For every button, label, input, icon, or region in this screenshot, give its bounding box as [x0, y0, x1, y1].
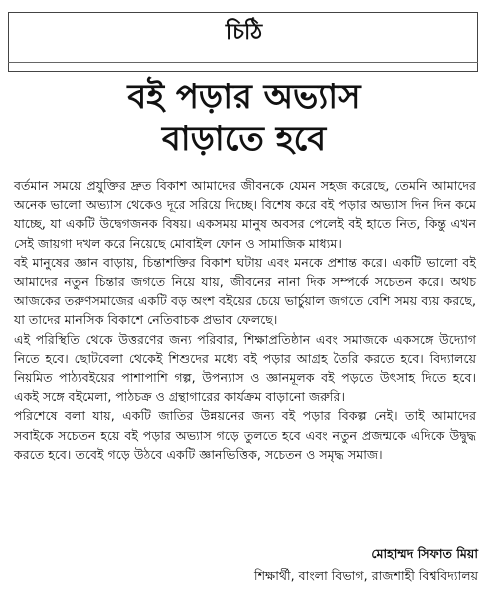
author-signature	[254, 543, 478, 587]
headline-line-2: বাড়াতে হবে	[161, 119, 327, 159]
section-label: চিঠি	[225, 20, 263, 45]
paragraph: বই মানুষের জ্ঞান বাড়ায়, চিন্তাশক্তির বিকাশ ঘটায় এবং মনকে প্রশান্ত করে। একটি ভালো বই আমাদের নতুন চিন্তার জগতে নিয়ে যায়, জীবনের নানা দিক সম্পর্কে সচেতন করে। অথচ আজকের তরুণসমাজের একটি বড় অংশ বইয়ের চেয়ে ভার্চুয়াল জগতে বেশি সময় ব্যয় করছে, যা তাদের মানসিক বিকাশে নেতিবাচক প্রভাব ফেলছে।	[14, 254, 476, 328]
author-name: মোহাম্মদ সিফাত মিয়া	[371, 546, 478, 561]
author-role: শিক্ষার্থী, বাংলা বিভাগ, রাজশাহী বিশ্ববিদ্যালয়	[253, 568, 478, 583]
paragraph: বর্তমান সময়ে প্রযুক্তির দ্রুত বিকাশ আমাদের জীবনকে যেমন সহজ করেছে, তেমনি আমাদের অনেক ভালো অভ্যাস থেকেও দূরে সরিয়ে দিচ্ছে। বিশেষ করে বই পড়ার অভ্যাস দিন দিন কমে যাচ্ছে, যা একটি উদ্বেগজনক বিষয়। একসময় মানুষ অবসর পেলেই বই হাতে নিত, কিন্তু এখন সেই জায়গা দখল করে নিয়েছে মোবাইল ফোন ও সামাজিক মাধ্যম।	[14, 178, 476, 251]
paragraph: পরিশেষে বলা যায়, একটি জাতির উন্নয়নের জন্য বই পড়ার বিকল্প নেই। তাই আমাদের সবাইকে সচেতন হয়ে বই পড়ার অভ্যাস গড়ে তুলতে হবে এবং নতুন প্রজন্মকে এদিকে উদ্বুদ্ধ করতে হবে। তবেই গড়ে উঠবে একটি জ্ঞানভিত্তিক, সচেতন ও সমৃদ্ধ সমাজ।	[14, 408, 476, 462]
article-headline	[0, 76, 488, 160]
article-body	[14, 176, 476, 464]
section-divider	[8, 62, 478, 63]
paragraph: এই পরিস্থিতি থেকে উত্তরণের জন্য পরিবার, শিক্ষাপ্রতিষ্ঠান এবং সমাজকে একসঙ্গে উদ্যোগ নিতে হবে। ছোটবেলা থেকেই শিশুদের মধ্যে বই পড়ার আগ্রহ তৈরি করতে হবে। বিদ্যালয়ে নিয়মিত পাঠ্যবইয়ের পাশাপাশি গল্প, উপন্যাস ও জ্ঞানমূলক বই পড়তে উৎসাহ দিতে হবে। একই সঙ্গে বইমেলা, পাঠচক্র ও গ্রন্থাগারের কার্যক্রম বাড়ানো জরুরি।	[14, 331, 476, 405]
headline-line-1: বই পড়ার অভ্যাস	[127, 77, 361, 117]
